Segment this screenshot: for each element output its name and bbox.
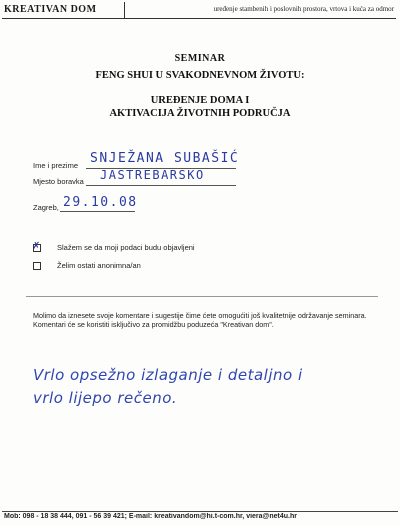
anonymous-label: Želim ostati anonimna/an	[57, 261, 141, 270]
anonymous-checkbox[interactable]	[33, 262, 41, 270]
company-name: KREATIVAN DOM	[4, 4, 97, 15]
header-divider	[124, 2, 125, 18]
comment-instructions: Molimo da iznesete svoje komentare i sugestije čime ćete omogućiti još kvalitetnije održavanje seminara. Komentari će se koristiti isključivo za promidžbu poduzeća "Kreativan dom".	[33, 311, 367, 329]
footer-divider	[2, 511, 398, 512]
seminar-subtitle-line1: UREĐENJE DOMA I	[150, 95, 250, 106]
name-label: Ime i prezime	[33, 161, 79, 170]
agree-label: Slažem se da moji podaci budu objavljeni	[57, 243, 195, 252]
letterhead	[2, 2, 396, 19]
date-line	[60, 211, 135, 212]
agree-check-mark: ✗	[32, 241, 41, 252]
residence-line	[86, 185, 236, 186]
residence-label: Mjesto boravka	[33, 177, 84, 186]
name-handwritten[interactable]: SNJEŽANA SUBAŠIĆ	[90, 151, 240, 166]
comment-line-1[interactable]: Vrlo opsežno izlaganje i detaljno i	[33, 366, 303, 384]
seminar-topic: FENG SHUI U SVAKODNEVNOM ŽIVOTU:	[95, 70, 305, 81]
comment-line-2[interactable]: vrlo lijepo rečeno.	[33, 389, 178, 407]
date-handwritten[interactable]: 29.10.08	[63, 195, 138, 210]
seminar-subtitle-line2: AKTIVACIJA ŽIVOTNIH PODRUČJA	[109, 108, 291, 119]
company-tagline: uređenje stambenih i poslovnih prostora, vrtova i kuća za odmor	[213, 5, 394, 13]
residence-handwritten[interactable]: JASTREBARSKO	[100, 168, 205, 182]
section-divider	[26, 296, 378, 297]
agree-checkbox[interactable]	[32, 241, 41, 252]
seminar-heading: SEMINAR	[174, 53, 226, 64]
contact-footer: Mob: 098 - 18 38 444, 091 - 56 39 421; E-mail: kreativandom@hi.t-com.hr, viera@net4u.hr	[4, 513, 297, 520]
date-label: Zagreb,	[33, 203, 59, 212]
